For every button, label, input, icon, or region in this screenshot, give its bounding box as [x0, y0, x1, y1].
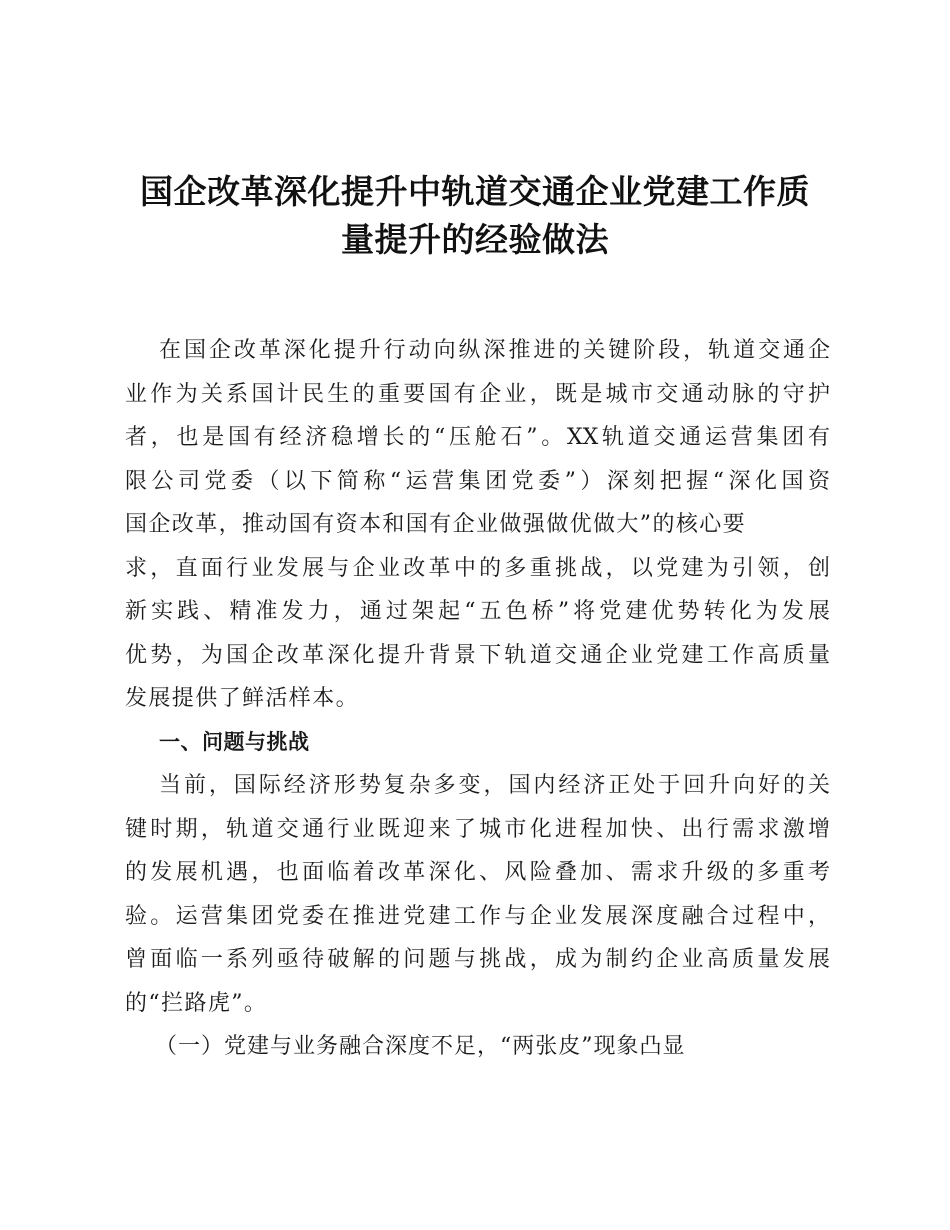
- text-line: 求，直面行业发展与企业改革中的多重挑战，以党建为引领，创: [125, 555, 830, 581]
- text-line: 在国企改革深化提升行动向纵深推进的关键阶段，轨道交通企: [159, 338, 830, 363]
- text-line: 限公司党委（以下简称“运营集团党委”）深刻把握“深化国资: [125, 468, 830, 494]
- text-line: 发展提供了鲜活样本。: [125, 686, 360, 711]
- section-heading: 一、问题与挑战: [159, 729, 310, 754]
- section-paragraph: [125, 764, 830, 1025]
- text-line: 业作为关系国计民生的重要国有企业，既是城市交通动脉的守护: [125, 381, 830, 407]
- intro-paragraph: [125, 329, 830, 721]
- text-line: 验。运营集团党委在推进党建工作与企业发展深度融合过程中，: [125, 903, 830, 929]
- text-line: 键时期，轨道交通行业既迎来了城市化进程加快、出行需求激增: [125, 816, 830, 842]
- document-body: [125, 329, 830, 1069]
- text-line: 曾面临一系列亟待破解的问题与挑战，成为制约企业高质量发展: [125, 947, 830, 972]
- text-line: 新实践、精准发力，通过架起“五色桥”将党建优势转化为发展: [125, 599, 830, 624]
- text-line: 优势，为国企改革深化提升背景下轨道交通企业党建工作高质量: [125, 642, 830, 668]
- title-line: 量提升的经验做法: [341, 220, 609, 259]
- text-line: 的“拦路虎”。: [125, 990, 268, 1016]
- text-line: 的发展机遇，也面临着改革深化、风险叠加、需求升级的多重考: [125, 860, 830, 885]
- document-title: [100, 168, 850, 264]
- subsection-heading: （一）党建与业务融合深度不足，“两张皮”现象凸显: [155, 1034, 686, 1059]
- text-line: 当前，国际经济形势复杂多变，国内经济正处于回升向好的关: [159, 773, 830, 798]
- text-line: 国企改革，推动国有资本和国有企业做强做优做大”的核心要: [125, 512, 747, 537]
- title-line: 国企改革深化提升中轨道交通企业党建工作质: [140, 172, 810, 211]
- text-line: 者，也是国有经济稳增长的“压舱石”。XX轨道交通运营集团有: [125, 425, 830, 450]
